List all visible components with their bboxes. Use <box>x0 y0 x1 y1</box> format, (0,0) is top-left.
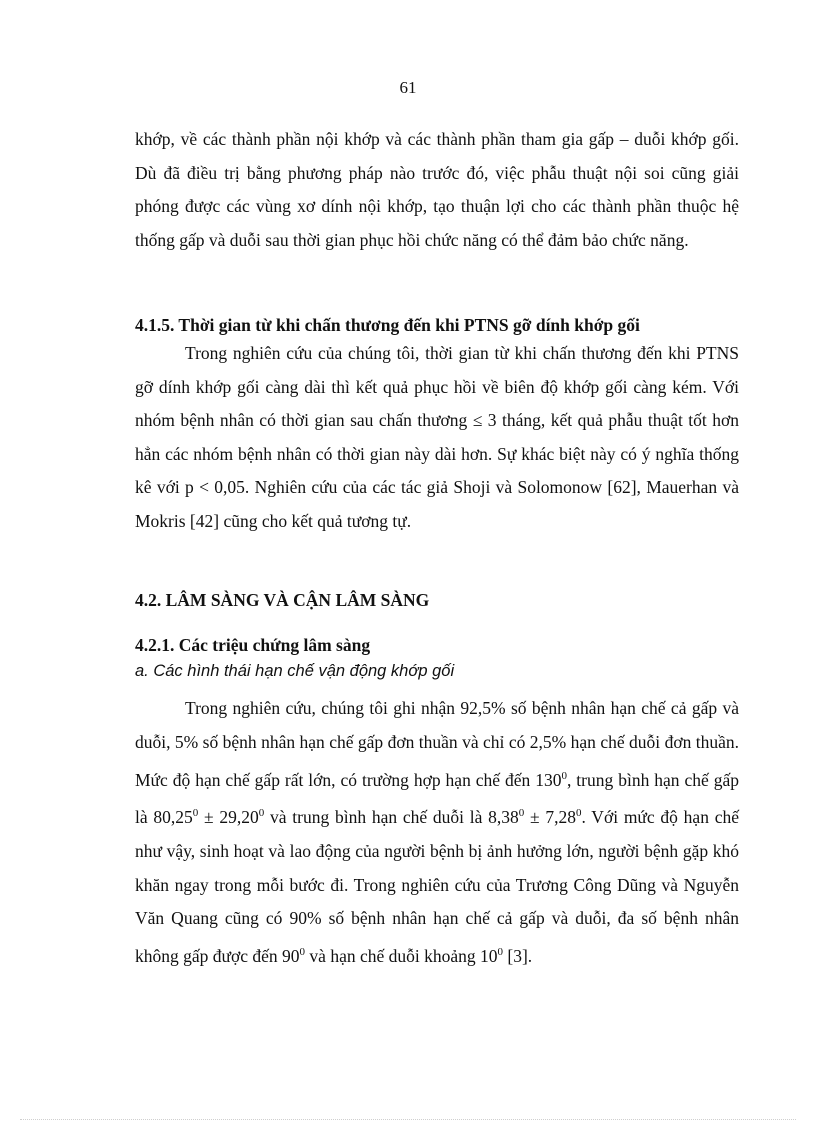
text-segment: Trong nghiên cứu, chúng tôi ghi nhận 92,5% số bệnh nhân hạn chế cả gấp và duỗi, 5% số bệnh nhân hạn chế gấp đơn thuần và chỉ có 2,5% hạn chế duỗi đơn thuần. Mức độ hạn chế gấp rất lớn, có trường hợp hạn chế đến 130 <box>135 698 739 790</box>
text-segment: và trung bình hạn chế duỗi là 8,38 <box>264 807 519 828</box>
page-number: 61 <box>399 78 417 97</box>
text-segment: ± 7,28 <box>524 807 576 828</box>
degree-superscript: 0 <box>497 946 503 959</box>
degree-superscript: 0 <box>576 807 582 820</box>
degree-superscript: 0 <box>258 807 265 820</box>
degree-superscript: 0 <box>299 946 306 959</box>
paragraph-continuation: khớp, về các thành phần nội khớp và các thành phần tham gia gấp – duỗi khớp gối. Dù đã điều trị bằng phương pháp nào trước đó, việc phẫu thuật nội soi cũng giải phóng được các vùng xơ dính nội khớp, tạo thuận lợi cho các thành phần thuộc hệ thống gấp và duỗi sau thời gian phục hồi chức năng có thể đảm bảo chức năng. <box>135 129 739 250</box>
text-segment: , trung bình hạn chế gấp là 80,25 <box>135 769 739 828</box>
page-bottom-divider <box>20 1119 796 1120</box>
section-heading-4-2-1: 4.2.1. Các triệu chứng lâm sàng <box>135 635 371 655</box>
text-segment: . Với mức độ hạn chế như vậy, sinh hoạt và lao động của người bệnh bị ảnh hưởng lớn, người bệnh gặp khó khăn ngay trong mỗi bước đi. Trong nghiên cứu của Trương Công Dũng và Nguyễn Văn Quang cũng có 90% số bệnh nhân hạn chế cả gấp và duỗi, đa số bệnh nhân không gấp được đến 90 <box>135 807 739 967</box>
text-segment: ± 29,20 <box>198 807 259 828</box>
degree-superscript: 0 <box>561 769 567 782</box>
section-heading-4-2: 4.2. LÂM SÀNG VÀ CẬN LÂM SÀNG <box>135 590 430 610</box>
paragraph-4-1-5: Trong nghiên cứu của chúng tôi, thời gian từ khi chấn thương đến khi PTNS gỡ dính khớp gối càng dài thì kết quả phục hồi về biên độ khớp gối càng kém. Với nhóm bệnh nhân có thời gian sau chấn thương ≤ 3 tháng, kết quả phẫu thuật tốt hơn hẳn các nhóm bệnh nhân có thời gian này dài hơn. Sự khác biệt này có ý nghĩa thống kê với p < 0,05. Nghiên cứu của các tác giả Shoji và Solomonow [62], Mauerhan và Mokris [42] cũng cho kết quả tương tự. <box>135 343 739 531</box>
text-segment: và hạn chế duỗi khoảng 10 <box>305 946 498 967</box>
subheading-a: a. Các hình thái hạn chế vận động khớp gối <box>135 662 455 680</box>
text-segment: [3]. <box>503 946 533 967</box>
paragraph-4-2-1 <box>135 692 739 974</box>
degree-superscript: 0 <box>518 807 525 820</box>
section-heading-4-1-5: 4.1.5. Thời gian từ khi chấn thương đến khi PTNS gỡ dính khớp gối <box>135 315 640 335</box>
degree-superscript: 0 <box>192 807 199 820</box>
